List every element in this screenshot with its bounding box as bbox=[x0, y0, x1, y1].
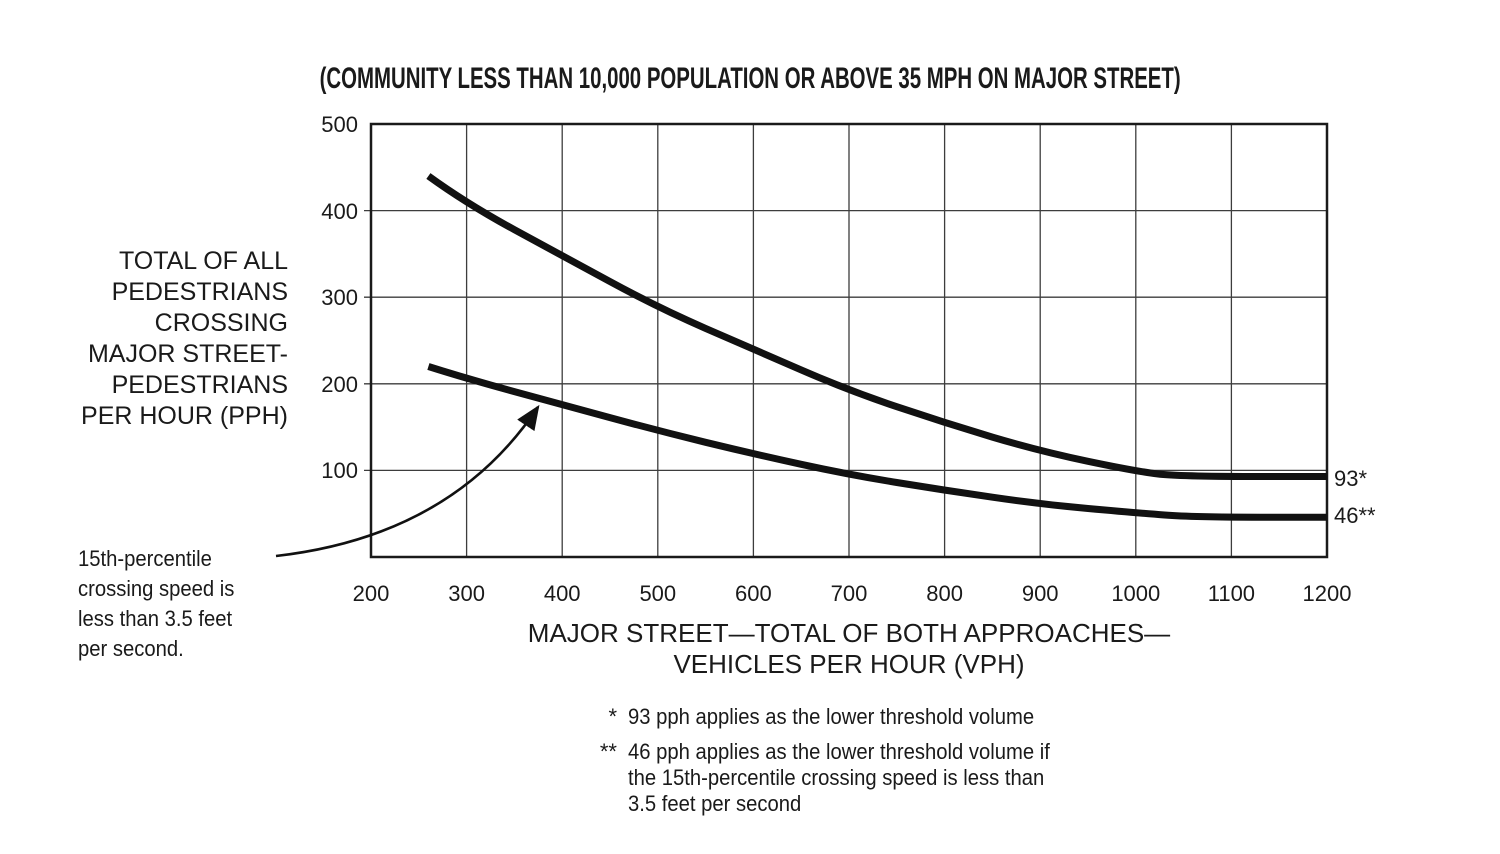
annotation-line: crossing speed is bbox=[78, 576, 235, 601]
y-axis-label-line: PEDESTRIANS bbox=[111, 278, 288, 306]
x-tick-label: 1000 bbox=[1111, 581, 1161, 606]
x-axis-title bbox=[371, 618, 1327, 680]
footnote-marker: ** bbox=[599, 739, 617, 764]
annotation-line: 15th-percentile bbox=[78, 546, 212, 571]
footnote-line: the 15th-percentile crossing speed is less than bbox=[628, 765, 1045, 790]
y-axis-label-line: MAJOR STREET- bbox=[87, 340, 288, 368]
footnote-line: 93 pph applies as the lower threshold volume bbox=[628, 704, 1035, 729]
x-tick-label: 900 bbox=[1021, 581, 1059, 606]
x-tick-label: 200 bbox=[352, 581, 390, 606]
x-tick-label: 1200 bbox=[1302, 581, 1352, 606]
y-axis-label-line: CROSSING bbox=[154, 309, 288, 337]
x-tick-label: 1100 bbox=[1207, 581, 1256, 606]
annotation-line: per second. bbox=[78, 636, 184, 661]
x-tick-label: 700 bbox=[830, 581, 868, 606]
upper-threshold-curve bbox=[428, 176, 1327, 477]
chart-title-text: (COMMUNITY LESS THAN 10,000 POPULATION OR ABOVE 35 MPH ON MAJOR STREET) bbox=[319, 62, 1181, 95]
upper-threshold-label: 93* bbox=[1334, 466, 1368, 491]
footnote-row bbox=[556, 704, 1087, 730]
x-axis-title-line: VEHICLES PER HOUR (VPH) bbox=[673, 649, 1025, 679]
footnote-line: 3.5 feet per second bbox=[628, 791, 802, 816]
y-tick-label: 200 bbox=[321, 371, 358, 397]
footnotes bbox=[556, 704, 1087, 826]
y-tick-label: 400 bbox=[321, 198, 358, 224]
y-axis-label-line: PER HOUR (PPH) bbox=[81, 402, 288, 430]
x-tick-label: 600 bbox=[735, 581, 772, 606]
x-tick-label: 300 bbox=[448, 581, 485, 606]
x-tick-label: 500 bbox=[639, 581, 677, 606]
y-tick-label: 300 bbox=[321, 285, 358, 311]
y-axis-label-line: PEDESTRIANS bbox=[111, 371, 288, 399]
footnote-line: 46 pph applies as the lower threshold volume if bbox=[628, 739, 1050, 764]
y-tick-label: 100 bbox=[321, 458, 358, 484]
x-tick-label: 800 bbox=[926, 581, 963, 606]
footnote-row bbox=[556, 739, 1087, 817]
x-axis-title-line: MAJOR STREET—TOTAL OF BOTH APPROACHES— bbox=[527, 618, 1171, 648]
lower-threshold-curve bbox=[428, 367, 1327, 518]
annotation-line: less than 3.5 feet bbox=[78, 606, 233, 631]
y-tick-label: 500 bbox=[321, 112, 358, 137]
x-tick-label: 400 bbox=[543, 581, 581, 606]
annotation-text bbox=[78, 544, 248, 664]
lower-threshold-label: 46** bbox=[1334, 503, 1376, 528]
footnote-marker: * bbox=[608, 704, 617, 729]
y-axis-label-line: TOTAL OF ALL bbox=[118, 247, 288, 275]
